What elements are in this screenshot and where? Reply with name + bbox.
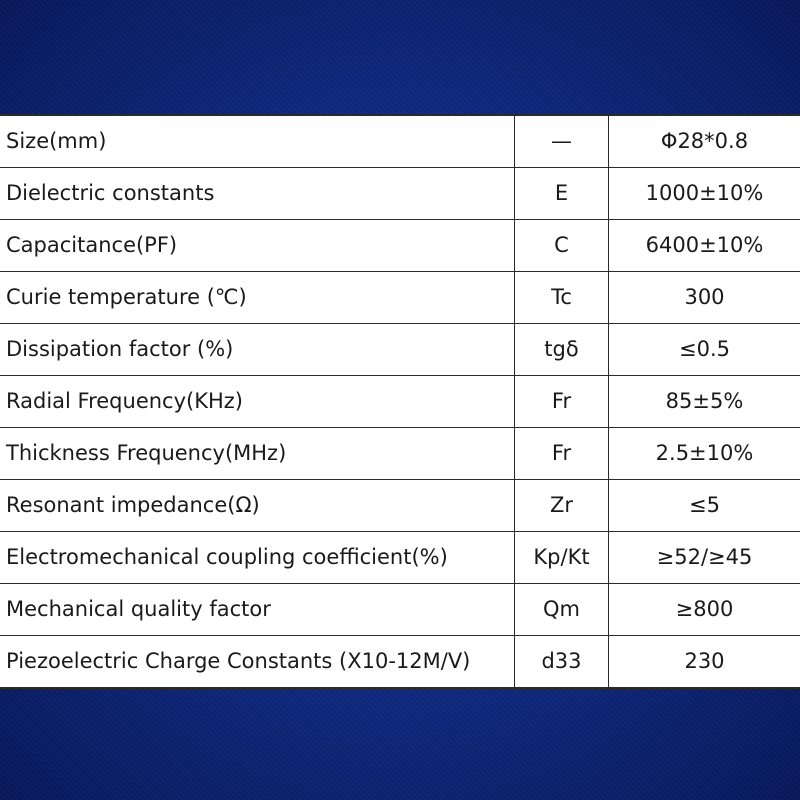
symbol-cell: Zr: [515, 480, 609, 532]
specification-table-body: [0, 115, 800, 688]
value-cell: ≥52/≥45: [609, 532, 800, 584]
symbol-cell: C: [515, 220, 609, 272]
table-row: [0, 428, 800, 480]
table-row: [0, 272, 800, 324]
table-row: [0, 532, 800, 584]
table-row: [0, 636, 800, 689]
symbol-cell: Qm: [515, 584, 609, 636]
table-row: [0, 584, 800, 636]
value-cell: 230: [684, 649, 725, 673]
parameter-cell: Piezoelectric Charge Constants (X10-12M/V): [0, 636, 515, 689]
specification-table: [0, 114, 800, 689]
symbol-cell: Tc: [515, 272, 609, 324]
value-cell: ≤0.5: [609, 324, 800, 376]
parameter-cell: Dielectric constants: [0, 168, 515, 220]
table-row: [0, 168, 800, 220]
table-row: [0, 115, 800, 168]
value-cell: 6400±10%: [609, 220, 800, 272]
parameter-cell: Mechanical quality factor: [0, 584, 515, 636]
table-row: [0, 324, 800, 376]
parameter-cell: Resonant impedance(Ω): [0, 480, 515, 532]
symbol-cell: E: [515, 168, 609, 220]
value-cell: 85±5%: [609, 376, 800, 428]
table-row: [0, 480, 800, 532]
parameter-cell: Dissipation factor (%): [0, 324, 515, 376]
parameter-cell: Thickness Frequency(MHz): [0, 428, 515, 480]
parameter-cell: Radial Frequency(KHz): [0, 376, 515, 428]
table-row: [0, 220, 800, 272]
value-cell: 1000±10%: [609, 168, 800, 220]
parameter-cell: Size(mm): [0, 115, 515, 168]
symbol-cell: d33: [515, 636, 609, 689]
value-cell: 2.5±10%: [609, 428, 800, 480]
symbol-cell: Fr: [515, 428, 609, 480]
table-row: [0, 376, 800, 428]
parameter-cell: Curie temperature (℃): [0, 272, 515, 324]
symbol-cell: tgδ: [515, 324, 609, 376]
parameter-cell: Capacitance(PF): [0, 220, 515, 272]
value-cell: ≥800: [609, 584, 800, 636]
value-cell: ≤5: [609, 480, 800, 532]
parameter-cell: Electromechanical coupling coefficient(%): [0, 532, 515, 584]
symbol-cell: Kp/Kt: [515, 532, 609, 584]
symbol-cell: —: [515, 115, 609, 168]
symbol-cell: Fr: [515, 376, 609, 428]
value-cell: Φ28*0.8: [609, 115, 800, 168]
value-cell: 300: [609, 272, 800, 324]
